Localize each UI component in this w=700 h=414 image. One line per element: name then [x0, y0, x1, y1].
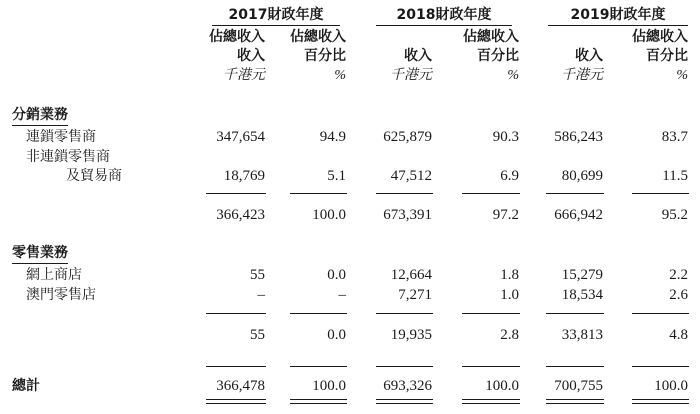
cell: 0.0 [327, 327, 346, 343]
rule [290, 313, 347, 314]
cell: 55 [250, 327, 265, 343]
row-label-macau: 澳門零售店 [26, 287, 96, 303]
cell: 2.2 [669, 267, 688, 283]
cell: – [338, 287, 346, 303]
cell: 90.3 [492, 129, 519, 145]
rule [632, 366, 689, 367]
pct-header-line2: 百分比 [304, 48, 346, 64]
cell: 12,664 [390, 267, 432, 283]
unit-pct: % [507, 68, 519, 83]
rule [206, 313, 266, 314]
row-label-chain: 連鎖零售商 [26, 129, 96, 145]
rule [376, 403, 433, 404]
rule [632, 193, 689, 194]
cell: 100.0 [312, 207, 346, 223]
cell: 625,879 [383, 129, 432, 145]
rule [206, 193, 266, 194]
cell: 347,654 [216, 129, 265, 145]
rule [206, 399, 266, 400]
cell: 19,935 [390, 327, 432, 343]
cell: 15,279 [561, 267, 603, 283]
row-label-nonchain-line2: 及貿易商 [66, 168, 122, 184]
year-header-2018: 2018財政年度 [376, 6, 512, 26]
rule [462, 403, 520, 404]
pct-header-line2: 百分比 [477, 48, 519, 64]
rule [546, 313, 604, 314]
rule [376, 193, 433, 194]
revenue-header: 收入 [575, 48, 603, 64]
cell: 2.6 [669, 287, 688, 303]
cell: 100.0 [485, 378, 519, 394]
cell: 47,512 [390, 168, 432, 184]
cell: 6.9 [500, 168, 519, 184]
revenue-header: 收入 [237, 48, 265, 64]
rule [546, 399, 604, 400]
cell: 5.1 [327, 168, 346, 184]
rule [632, 399, 689, 400]
cell: – [257, 287, 265, 303]
cell: 700,755 [554, 378, 603, 394]
cell: 693,326 [383, 378, 432, 394]
rule [462, 313, 520, 314]
rule [546, 366, 604, 367]
cell: 366,423 [216, 207, 265, 223]
cell: 2.8 [500, 327, 519, 343]
pct-header-line1: 佔總收入 [463, 29, 519, 45]
pct-header-line1: 佔總收入 [632, 29, 688, 45]
cell: 94.9 [319, 129, 346, 145]
cell: 1.0 [500, 287, 519, 303]
year-header-2019: 2019財政年度 [548, 6, 688, 26]
cell: 83.7 [661, 129, 688, 145]
rule [546, 403, 604, 404]
cell: 95.2 [661, 207, 688, 223]
cell: 1.8 [500, 267, 519, 283]
rule [376, 313, 433, 314]
cell: 55 [250, 267, 265, 283]
rule [290, 366, 347, 367]
cell: 100.0 [654, 378, 688, 394]
cell: 366,478 [216, 378, 265, 394]
cell: 673,391 [383, 207, 432, 223]
rule [206, 366, 266, 367]
rule [290, 403, 347, 404]
rule [376, 366, 433, 367]
rule [462, 366, 520, 367]
rule [632, 403, 689, 404]
cell: 97.2 [492, 207, 519, 223]
section-distribution: 分銷業務 [12, 106, 68, 126]
rule [206, 403, 266, 404]
cell: 33,813 [561, 327, 603, 343]
cell: 11.5 [662, 168, 688, 184]
cell: 586,243 [554, 129, 603, 145]
revenue-header: 收入 [404, 48, 432, 64]
cell: 18,534 [561, 287, 603, 303]
cell: 80,699 [561, 168, 603, 184]
rule [290, 399, 347, 400]
pct-header-line1: 佔總收入 [290, 29, 346, 45]
section-total: 總計 [12, 378, 40, 394]
cell: 18,769 [223, 168, 265, 184]
rule [376, 399, 433, 400]
rule [462, 193, 520, 194]
row-label-online: 網上商店 [26, 267, 82, 283]
cell: 666,942 [554, 207, 603, 223]
year-header-2017: 2017財政年度 [212, 6, 340, 26]
unit-revenue: 千港元 [390, 68, 432, 83]
pct-header-line1: 佔總收入 [209, 29, 265, 45]
cell: 7,271 [398, 287, 432, 303]
rule [462, 399, 520, 400]
unit-revenue: 千港元 [223, 68, 265, 83]
unit-pct: % [334, 68, 346, 83]
rule [632, 313, 689, 314]
unit-pct: % [676, 68, 688, 83]
rule [290, 193, 347, 194]
rule [546, 193, 604, 194]
section-retail: 零售業務 [12, 244, 68, 264]
pct-header-line2: 百分比 [646, 48, 688, 64]
unit-revenue: 千港元 [561, 68, 603, 83]
row-label-nonchain-line1: 非連鎖零售商 [26, 149, 110, 165]
cell: 4.8 [669, 327, 688, 343]
cell: 0.0 [327, 267, 346, 283]
cell: 100.0 [312, 378, 346, 394]
